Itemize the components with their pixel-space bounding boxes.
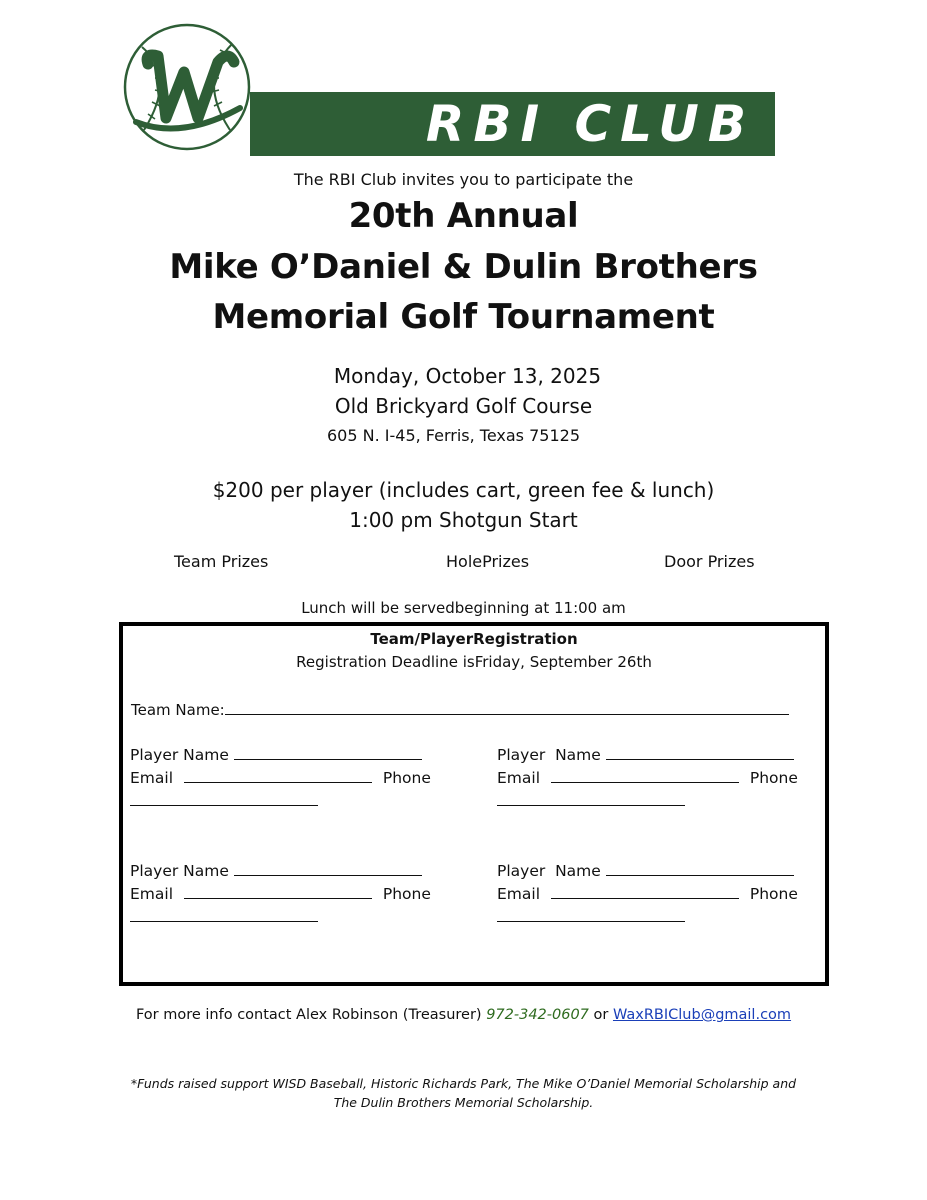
player-name-field[interactable] bbox=[606, 744, 794, 760]
event-price: $200 per player (includes cart, green fee & lunch) bbox=[212, 478, 715, 502]
footnote bbox=[0, 1074, 927, 1112]
event-start-time: 1:00 pm Shotgun Start bbox=[349, 508, 578, 532]
phone-label: Phone bbox=[382, 769, 431, 787]
player-name-label: Player Name bbox=[497, 746, 601, 764]
player-entry bbox=[497, 744, 798, 813]
team-prizes: Team Prizes bbox=[174, 552, 269, 571]
email-label: Email bbox=[497, 885, 541, 903]
contact-or: or bbox=[593, 1007, 609, 1023]
phone-label: Phone bbox=[382, 885, 431, 903]
player-name-label: Player Name bbox=[497, 862, 601, 880]
event-title-line1: 20th Annual bbox=[348, 196, 579, 236]
phone-field[interactable] bbox=[497, 906, 685, 922]
footnote-line1: *Funds raised support WISD Baseball, Historic Richards Park, The Mike O’Daniel Memorial Scholarship and bbox=[130, 1076, 797, 1091]
player-name-label: Player Name bbox=[130, 862, 229, 880]
player-entry bbox=[130, 744, 431, 813]
registration-deadline: Registration Deadline isFriday, September 26th bbox=[296, 653, 652, 671]
contact-info bbox=[0, 1007, 927, 1023]
event-venue: Old Brickyard Golf Course bbox=[334, 394, 593, 418]
player-name-field[interactable] bbox=[234, 860, 422, 876]
team-name-label: Team Name: bbox=[131, 701, 225, 719]
invitation-intro: The RBI Club invites you to participate the bbox=[293, 170, 634, 189]
email-field[interactable] bbox=[184, 883, 372, 899]
logo-banner bbox=[250, 92, 775, 156]
email-field[interactable] bbox=[551, 883, 739, 899]
phone-field[interactable] bbox=[497, 790, 685, 806]
team-name-field[interactable] bbox=[225, 699, 789, 715]
phone-label: Phone bbox=[749, 769, 798, 787]
rbi-club-logo bbox=[120, 22, 780, 162]
lunch-note: Lunch will be servedbeginning at 11:00 am bbox=[301, 599, 626, 617]
team-name-row bbox=[131, 699, 789, 719]
registration-title: Team/PlayerRegistration bbox=[370, 630, 578, 648]
event-address: 605 N. I-45, Ferris, Texas 75125 bbox=[327, 426, 580, 445]
email-field[interactable] bbox=[551, 767, 739, 783]
event-title-line3: Memorial Golf Tournament bbox=[212, 297, 715, 337]
contact-email-link[interactable]: WaxRBIClub@gmail.com bbox=[612, 1007, 792, 1023]
player-entry bbox=[130, 860, 431, 929]
baseball-logo-icon bbox=[122, 22, 252, 152]
email-label: Email bbox=[497, 769, 541, 787]
email-label: Email bbox=[130, 769, 174, 787]
phone-field[interactable] bbox=[130, 790, 318, 806]
door-prizes: Door Prizes bbox=[664, 552, 755, 571]
player-name-label: Player Name bbox=[130, 746, 229, 764]
player-name-field[interactable] bbox=[234, 744, 422, 760]
logo-club-name: RBI CLUB bbox=[425, 95, 755, 153]
registration-form bbox=[119, 622, 829, 986]
player-name-field[interactable] bbox=[606, 860, 794, 876]
contact-prefix: For more info contact Alex Robinson (Treasurer) bbox=[135, 1007, 482, 1023]
footnote-line2: The Dulin Brothers Memorial Scholarship. bbox=[333, 1095, 594, 1110]
event-title-line2: Mike O’Daniel & Dulin Brothers bbox=[169, 247, 758, 287]
player-entry bbox=[497, 860, 798, 929]
event-date: Monday, October 13, 2025 bbox=[333, 364, 602, 388]
phone-label: Phone bbox=[749, 885, 798, 903]
email-field[interactable] bbox=[184, 767, 372, 783]
email-label: Email bbox=[130, 885, 174, 903]
contact-phone: 972-342-0607 bbox=[486, 1007, 589, 1023]
phone-field[interactable] bbox=[130, 906, 318, 922]
hole-prizes: HolePrizes bbox=[446, 552, 530, 571]
